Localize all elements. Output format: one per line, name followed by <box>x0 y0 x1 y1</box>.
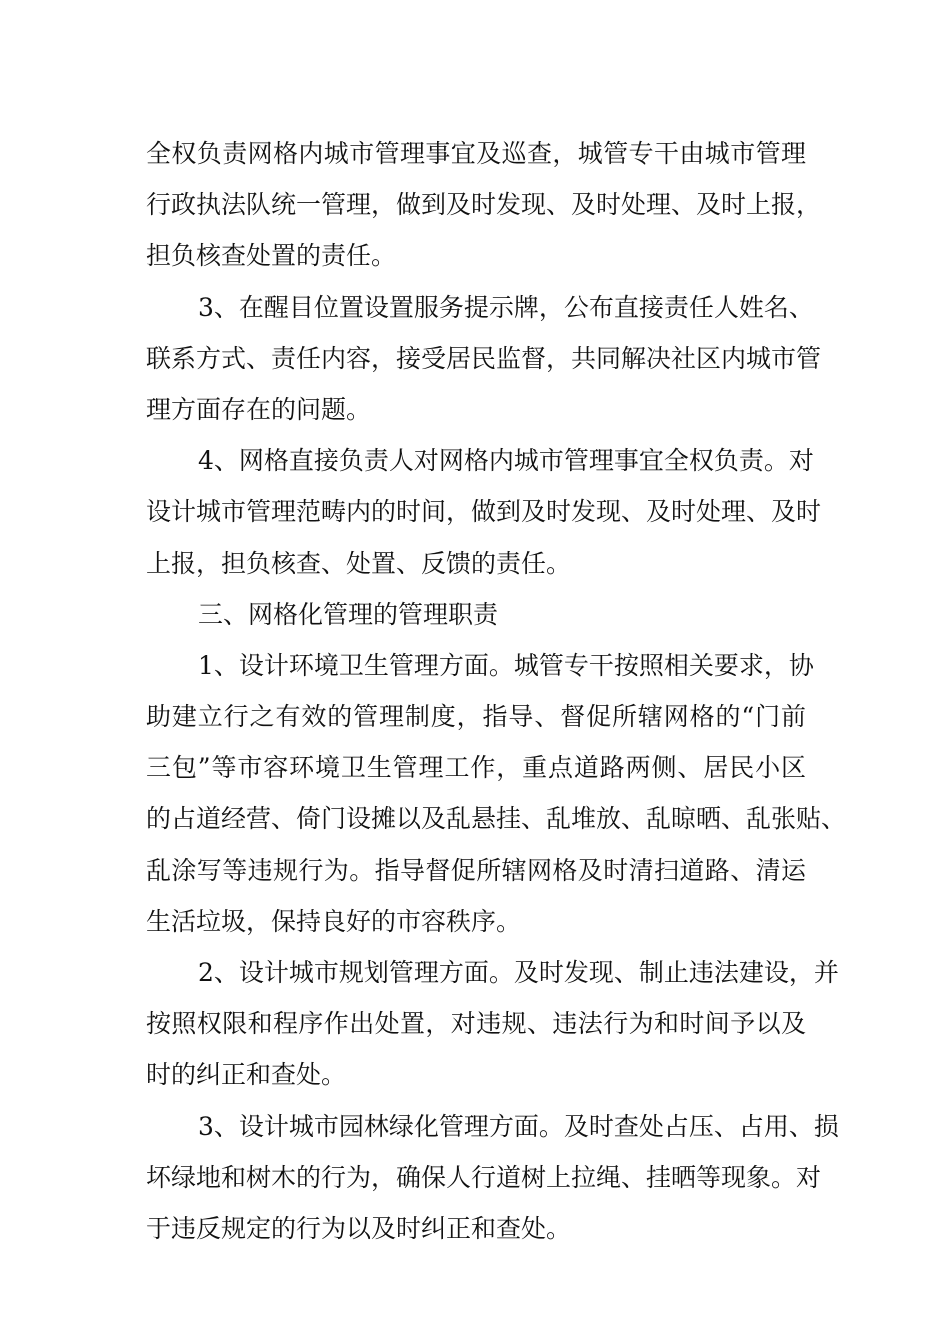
text-line: 行政执法队统一管理，做到及时发现、及时处理、及时上报， <box>146 190 822 220</box>
text-line: 按照权限和程序作出处置，对违规、违法行为和时间予以及 <box>146 1009 806 1039</box>
paragraph-first-line: 2、设计城市规划管理方面。及时发现、制止违法建设，并 <box>198 958 839 987</box>
paragraph-first-line: 1、设计环境卫生管理方面。城管专干按照相关要求，协 <box>198 650 814 680</box>
text-line: 生活垃圾，保持良好的市容秩序。 <box>146 906 522 936</box>
text-line: 于违反规定的行为以及时纠正和查处。 <box>146 1213 572 1243</box>
section-heading: 三、网格化管理的管理职责 <box>198 599 499 629</box>
paragraph-first-line: 3、设计城市园林绿化管理方面。及时查处占压、占用、损 <box>198 1111 839 1141</box>
text-line: 理方面存在的问题。 <box>146 394 372 424</box>
paragraph-first-line: 4、网格直接负责人对网格内城市管理事宜全权负责。对 <box>198 446 814 476</box>
text-line: 坏绿地和树木的行为，确保人行道树上拉绳、挂晒等现象。对 <box>146 1162 822 1192</box>
text-line: 助建立行之有效的管理制度，指导、督促所辖网格的“门前 <box>146 702 806 732</box>
text-line: 担负核查处置的责任。 <box>146 241 397 271</box>
text-line: 上报，担负核查、处置、反馈的责任。 <box>146 548 572 578</box>
text-line: 三包”等市容环境卫生管理工作，重点道路两侧、居民小区 <box>146 753 806 783</box>
document-body <box>146 128 847 1254</box>
text-line: 联系方式、责任内容，接受居民监督，共同解决社区内城市管 <box>146 343 822 373</box>
text-line: 设计城市管理范畴内的时间，做到及时发现、及时处理、及时 <box>146 497 822 527</box>
text-line: 的占道经营、倚门设摊以及乱悬挂、乱堆放、乱晾晒、乱张贴、 <box>146 804 847 834</box>
text-line: 乱涂写等违规行为。指导督促所辖网格及时清扫道路、清运 <box>146 855 806 885</box>
text-line: 时的纠正和查处。 <box>146 1060 347 1090</box>
text-line: 全权负责网格内城市管理事宜及巡查，城管专干由城市管理 <box>146 139 806 168</box>
paragraph-first-line: 3、在醒目位置设置服务提示牌，公布直接责任人姓名、 <box>198 292 814 322</box>
